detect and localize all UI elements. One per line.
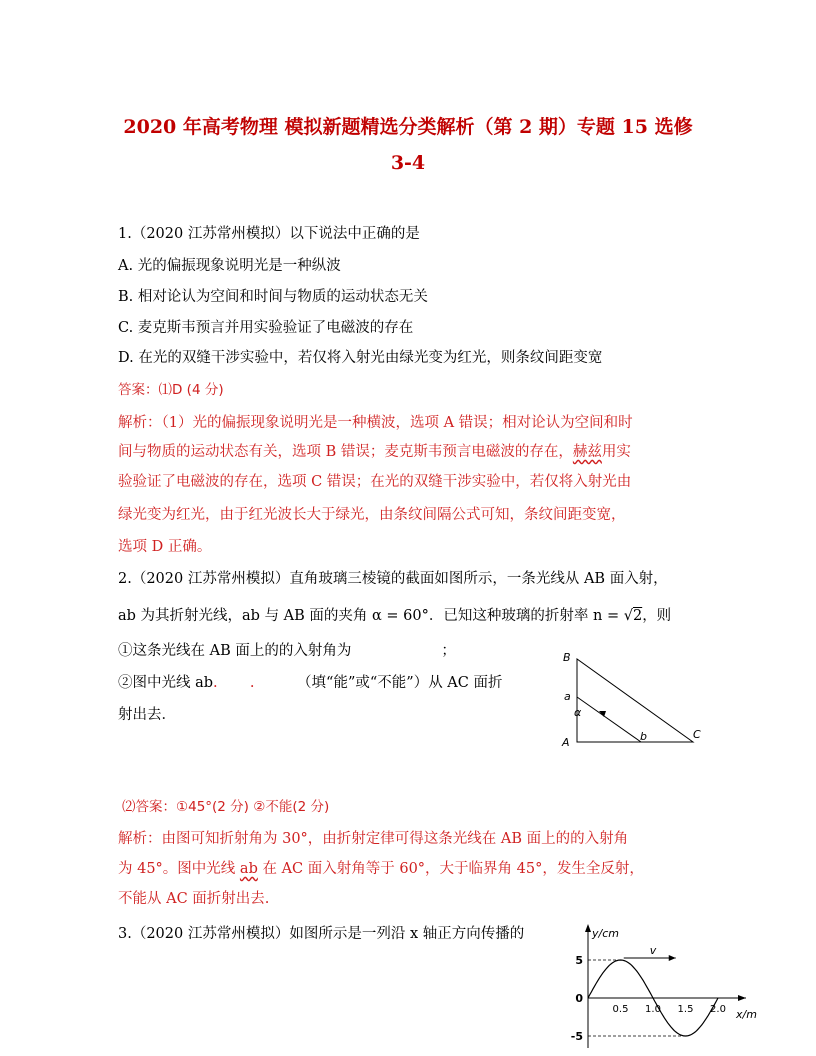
label-C: C [693,728,701,741]
q1-option-d: D. 在光的双缝干涉实验中，若仅将入射光由绿光变为红光，则条纹间距变宽 [118,350,603,366]
label-alpha: α [574,706,582,719]
q1-explanation-1: 解析：（1）光的偏振现象说明光是一种横波，选项 A 错误；相对论认为空间和时 [118,415,633,431]
x-tick-label: 2.0 [710,1004,726,1015]
y-tick-label: 5 [575,954,583,967]
x-tick-label: 1.5 [677,1004,694,1015]
document-title-line2: 3-4 [390,152,426,174]
velocity-arrow-head [669,955,676,961]
document-title: 2020 年高考物理 模拟新题精选分类解析（第 2 期）专题 15 选修 [123,116,693,138]
q1-stem: 1.（2020 江苏常州模拟）以下说法中正确的是 [118,226,420,242]
q2-answer: ⑵答案：①45°(2 分) ②不能(2 分) [122,799,330,815]
q3-stem: 3.（2020 江苏常州模拟）如图所示是一列沿 x 轴正方向传播的 [118,926,525,942]
q2-sub-1: ①这条光线在 AB 面上的的入射角为 ； [118,643,456,659]
q1-explanation-5: 选项 D 正确。 [118,539,212,555]
label-A: A [562,736,570,749]
q1-explanation-3: 验验证了电磁波的存在，选项 C 错误；在光的双缝干涉实验中，若仅将入射光由 [118,474,632,490]
x-tick-label: 1.0 [645,1004,661,1015]
q1-option-a: A. 光的偏振现象说明光是一种纵波 [118,258,341,274]
wave-chart [560,920,760,1056]
q1-squiggle-word: 赫兹 [572,444,602,460]
x-tick-label: 0.5 [612,1004,629,1015]
velocity-label: v [649,944,657,957]
q2-sub-2: ②图中光线 ab. . （填“能”或“不能”）从 AC 面折 [118,675,503,691]
q2-explanation-2: 为 45°。图中光线 ab 在 AC 面入射角等于 60°，大于临界角 45°，发生全反射， [118,861,644,877]
q1-explanation-4: 绿光变为红光，由于红光波长大于绿光，由条纹间隔公式可知，条纹间距变宽， [118,507,626,523]
label-b: b [640,730,647,743]
y-axis-arrow [585,924,591,932]
q2-squiggle-word: ab [239,861,258,877]
q2-stem-2: ab 为其折射光线，ab 与 AB 面的夹角 α = 60°．已知这种玻璃的折射率 n = √2，则 [118,608,672,624]
q1-explanation-2: 间与物质的运动状态有关，选项 B 错误；麦克斯韦预言电磁波的存在，赫兹用实 [118,444,631,460]
prism-figure [555,645,715,750]
q1-answer: 答案：⑴D (4 分) [118,382,224,398]
label-B: B [563,651,571,664]
q1-option-b: B. 相对论认为空间和时间与物质的运动状态无关 [118,289,428,305]
x-axis-label: x/m [736,1008,757,1021]
y-tick-label: -5 [570,1030,583,1043]
q2-sub-3: 射出去． [118,707,176,723]
sqrt-symbol: √2 [623,608,643,624]
y-tick-label: 0 [575,992,583,1005]
q2-explanation-3: 不能从 AC 面折射出去. [118,891,270,907]
x-axis-arrow [738,995,746,1001]
y-axis-label: y/cm [592,927,619,940]
q1-option-c: C. 麦克斯韦预言并用实验验证了电磁波的存在 [118,320,414,336]
q2-explanation-1: 解析：由图可知折射角为 30°，由折射定律可得这条光线在 AB 面上的的入射角 [118,831,629,847]
q2-stem-1: 2.（2020 江苏常州模拟）直角玻璃三棱镜的截面如图所示，一条光线从 AB 面入射， [118,571,668,587]
label-a: a [564,690,571,703]
